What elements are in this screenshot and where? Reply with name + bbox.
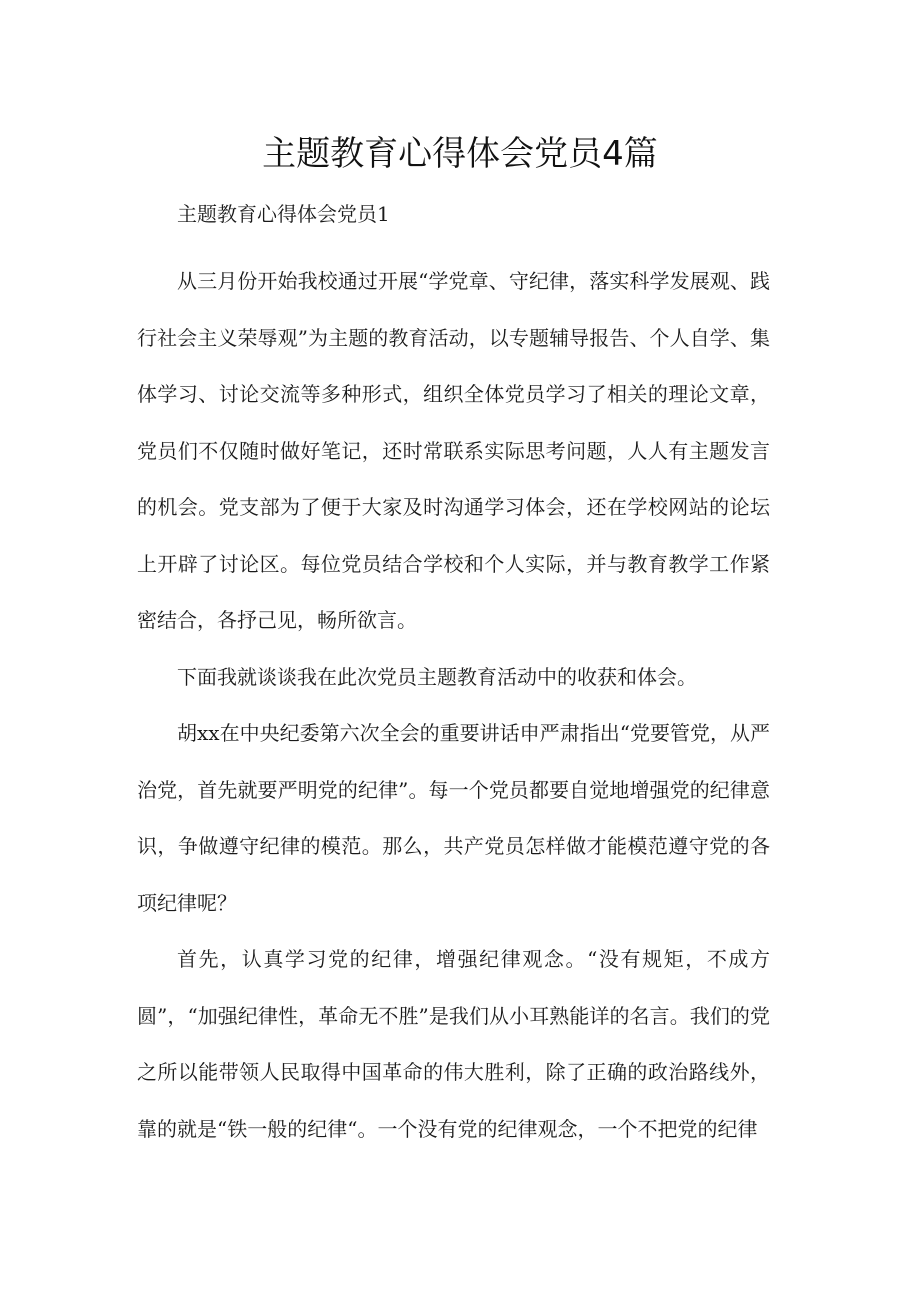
document-title: 主题教育心得体会党员4篇	[262, 134, 658, 174]
paragraph: 胡xx在中央纪委第六次全会的重要讲话申严肃指出“党要管党，从严治党，首先就要严明党的纪律”。每一个党员都要自觉地增强党的纪律意识，争做遵守纪律的模范。那么，共产党员怎样做才能模范遵守党的各项纪律呢？	[137, 721, 770, 915]
paragraph: 首先，认真学习党的纪律，增强纪律观念。“没有规矩，不成方圆”，“加强纪律性，革命无不胜”是我们从小耳熟能详的名言。我们的党之所以能带领人民取得中国革命的伟大胜利，除了正确的政治路线外，靠的就是“铁一般的纪律“。一个没有党的纪律观念，一个不把党的纪律	[137, 947, 770, 1141]
paragraph: 从三月份开始我校通过开展“学党章、守纪律，落实科学发展观、践行社会主义荣辱观”为主题的教育活动，以专题辅导报告、个人自学、集体学习、讨论交流等多种形式，组织全体党员学习了相关的理论文章，党员们不仅随时做好笔记，还时常联系实际思考问题，人人有主题发言的机会。党支部为了便于大家及时沟通学习体会，还在学校网站的论坛上开辟了讨论区。每位党员结合学校和个人实际，并与教育教学工作紧密结合，各抒己见，畅所欲言。	[137, 269, 770, 632]
document-body	[137, 197, 770, 1157]
section-heading: 主题教育心得体会党员1	[177, 202, 390, 226]
paragraph: 下面我就谈谈我在此次党员主题教育活动中的收获和体会。	[177, 664, 697, 689]
